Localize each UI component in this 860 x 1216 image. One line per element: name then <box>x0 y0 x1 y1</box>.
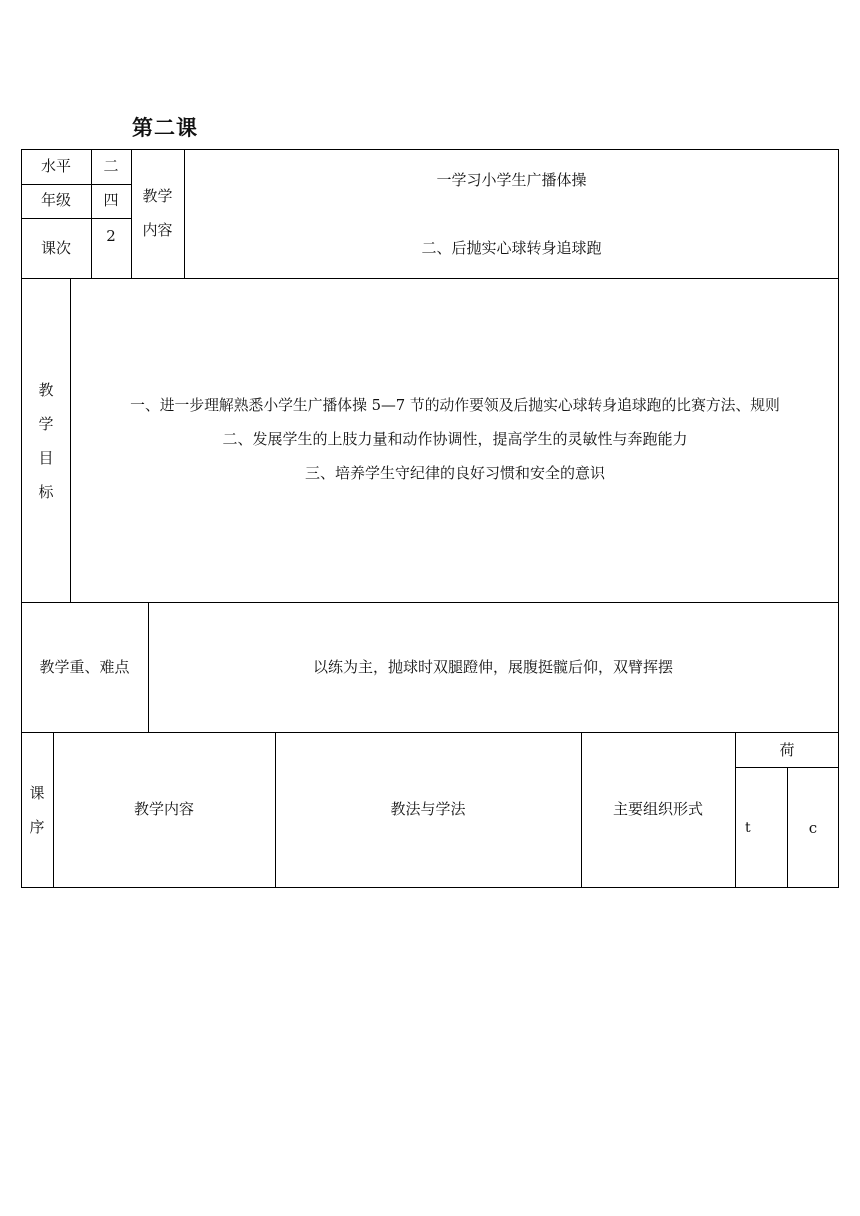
organization-column-header: 主要组织形式 <box>612 800 703 818</box>
seq-header-char: 序 <box>29 818 45 836</box>
goals-label-char: 教 <box>38 381 54 399</box>
grade-label: 年级 <box>40 191 71 209</box>
content-column-header: 教学内容 <box>133 800 194 818</box>
lesson-value: 2 <box>106 227 116 245</box>
lesson-content-1: 一学习小学生广播体操 <box>436 171 587 189</box>
key-points-label: 教学重、难点 <box>39 658 130 676</box>
level-value: 二 <box>103 157 119 175</box>
goals-label-char: 学 <box>38 415 54 433</box>
load-c-header: c <box>808 819 818 837</box>
lesson-content-2: 二、后抛实心球转身追球跑 <box>421 239 602 257</box>
seq-header-char: 课 <box>29 784 45 802</box>
goals-label-char: 标 <box>38 483 54 501</box>
content-label-line1: 教学 <box>142 187 173 205</box>
page-title: 第二课 <box>132 116 198 140</box>
lesson-label: 课次 <box>40 239 71 257</box>
goal-item: 三、培养学生守纪律的良好习惯和安全的意识 <box>304 464 605 482</box>
load-t-header: t <box>745 820 751 836</box>
method-column-header: 教法与学法 <box>390 800 466 818</box>
content-label-line2: 内容 <box>142 221 173 239</box>
load-column-header: 荷 <box>779 741 795 759</box>
goal-item: 二、发展学生的上肢力量和动作协调性，提高学生的灵敏性与奔跑能力 <box>222 430 688 448</box>
grade-value: 四 <box>103 191 119 209</box>
lesson-info-section <box>21 149 839 279</box>
goal-item: 一、进一步理解熟悉小学生广播体操 5—7 节的动作要领及后抛实心球转身追球跑的比赛方法、规则 <box>130 397 780 414</box>
goals-label-char: 目 <box>38 449 54 467</box>
level-label: 水平 <box>40 157 71 175</box>
key-points-text: 以练为主，抛球时双腿蹬伸，展腹挺髋后仰，双臂挥摆 <box>312 658 673 676</box>
